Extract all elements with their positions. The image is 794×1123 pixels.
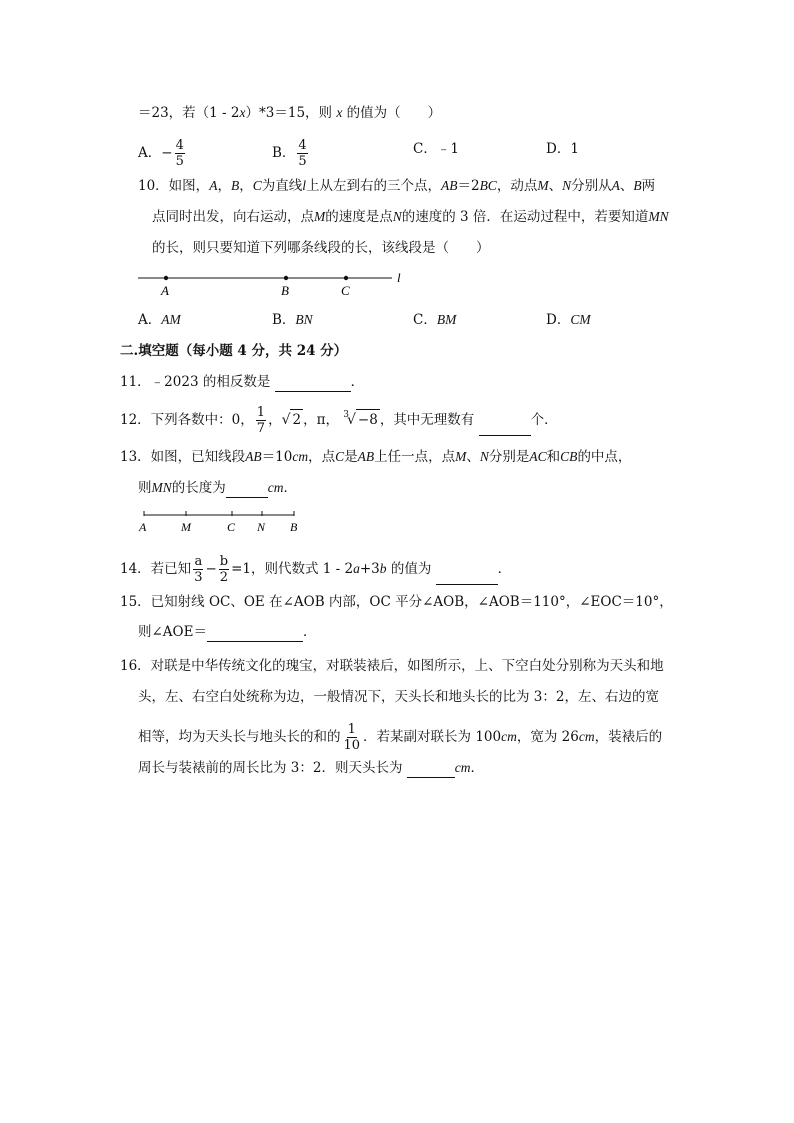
q9-var-x: x <box>239 105 246 120</box>
q16-line-2: 头，左、右空白处统称为边，一般情况下，天头长和地头长的比为 3：2，左、右边的宽 <box>138 689 659 705</box>
q16-text: 相等，均为天头长与地头长的和的 <box>138 729 341 745</box>
unit-cm: cm <box>267 480 284 495</box>
option-value: CM <box>570 312 591 327</box>
q12-text-pre: 12．下列各数中：0， <box>120 412 254 428</box>
math-variable: M <box>314 209 326 224</box>
option-label: D． <box>546 312 571 328</box>
pi: π， <box>316 412 339 428</box>
text-fragment: ，动点 <box>496 178 538 194</box>
q10-option-d[interactable] <box>546 310 591 330</box>
q12-text-post: ，其中无理数有 <box>379 412 475 428</box>
text-fragment: 分别从 <box>571 178 612 194</box>
minus-sign: − <box>205 561 217 577</box>
math-variable: cm <box>292 449 309 464</box>
var-b: b <box>379 561 387 576</box>
sqrt-arg: 2 <box>290 409 303 430</box>
option-value: BN <box>295 312 313 327</box>
label-c: C <box>227 520 236 534</box>
option-value: BM <box>436 312 457 327</box>
option-label: C． <box>413 312 437 328</box>
point-b <box>284 276 288 280</box>
text-fragment: ， <box>239 178 253 194</box>
numerator: 1 <box>256 405 266 420</box>
text-fragment: ＝2 <box>457 178 480 194</box>
q10-line-3: 的长，则只要知道下列哪条线段的长，该线段是（ ） <box>152 240 490 256</box>
q14-answer-blank[interactable] <box>436 569 498 585</box>
q13-text: 的长度为 <box>171 480 226 496</box>
math-variable: C <box>335 449 345 464</box>
q9-option-b[interactable] <box>272 138 310 169</box>
q16-text: ．若某副对联长为 100 <box>363 729 502 745</box>
q14 <box>120 554 511 585</box>
q16-end: ． <box>470 760 485 776</box>
numerator: b <box>219 554 229 569</box>
q11-end: ． <box>350 374 365 390</box>
numerator: 4 <box>175 138 184 153</box>
math-variable: A <box>611 178 620 193</box>
q15-line-1: 15．已知射线 OC、OE 在∠AOB 内部，OC 平分∠AOB，∠AOB＝110°，∠EOC＝10°， <box>120 594 673 610</box>
q10-option-a[interactable] <box>138 310 181 330</box>
q10-line-2 <box>152 207 669 227</box>
label-m: M <box>181 520 191 534</box>
fraction-1-10 <box>343 722 362 753</box>
numerator: a <box>194 554 203 569</box>
q16-text: ，宽为 26 <box>516 729 579 745</box>
q13-line-1 <box>120 447 631 467</box>
math-variable: CB <box>560 449 578 464</box>
label-c: C <box>341 283 350 298</box>
q16-answer-blank[interactable] <box>407 762 455 778</box>
q16-line-4 <box>138 758 484 778</box>
var-mn: MN <box>151 480 172 495</box>
text-fragment: 、 <box>466 449 480 465</box>
q9-option-d[interactable]: D．1 <box>546 141 579 157</box>
q12-answer-blank[interactable] <box>479 420 531 436</box>
q12: 12．下列各数中：0， $\frac{1}{7}$ ，√ 2 ，π， $^3$√ −8 ，其中无理数有 个． <box>120 405 558 436</box>
text-fragment: 为直线 <box>261 178 303 194</box>
q9-text-post: 的值为（ ） <box>346 105 442 121</box>
option-label: B． <box>272 145 296 161</box>
text-fragment: 点同时出发，向右运动，点 <box>152 209 314 225</box>
option-label: B． <box>272 312 296 328</box>
option-value: AM <box>161 312 181 327</box>
q14-text: +3 <box>359 561 380 577</box>
q14-text: =1，则代数式 1 - 2 <box>231 561 354 577</box>
q10-option-c[interactable] <box>413 310 456 330</box>
math-variable: C <box>252 178 262 193</box>
math-variable: AC <box>529 449 547 464</box>
q10-line-1 <box>138 176 655 196</box>
text-fragment: 的中点， <box>577 449 632 465</box>
q9-option-c[interactable]: C．﹣1 <box>413 141 459 157</box>
q10-option-b[interactable] <box>272 310 313 330</box>
denominator: 3 <box>194 570 203 585</box>
q11 <box>120 372 364 392</box>
q15-answer-blank[interactable] <box>207 626 303 642</box>
fraction <box>297 138 307 169</box>
point-a <box>164 276 168 280</box>
cbrt-arg: −8 <box>356 409 380 430</box>
math-variable: B <box>633 178 642 193</box>
fraction-b-2 <box>219 554 229 585</box>
q12-end: 个． <box>530 412 558 428</box>
point-c <box>344 276 348 280</box>
text-fragment: 13．如图，已知线段 <box>120 449 246 465</box>
text-fragment: ，点 <box>308 449 336 465</box>
text-fragment: 是 <box>344 449 358 465</box>
sqrt-symbol: √ <box>281 412 291 428</box>
label-b: B <box>281 283 289 298</box>
numerator: 4 <box>298 138 307 153</box>
math-variable: N <box>562 178 572 193</box>
fraction <box>175 138 185 169</box>
text-fragment: ＝10 <box>261 449 293 465</box>
sqrt-symbol: √ <box>346 412 356 428</box>
q13-end: ． <box>283 480 297 496</box>
q13-figure <box>138 508 318 538</box>
text-fragment: ， <box>217 178 231 194</box>
math-variable: AB <box>440 178 458 193</box>
q10-figure <box>138 268 418 300</box>
text-fragment: 上任一点，点 <box>374 449 456 465</box>
q14-text: 的值为 <box>390 561 432 577</box>
math-variable: N <box>479 449 489 464</box>
denominator: 5 <box>175 154 184 169</box>
math-variable: M <box>455 449 467 464</box>
var-a: a <box>353 561 360 576</box>
q9-text-mid: ）*3＝15，则 <box>245 105 333 121</box>
denominator: 7 <box>256 421 266 436</box>
label-l: l <box>397 270 401 285</box>
label-a: A <box>161 283 169 298</box>
text-fragment: 上从左到右的三个点， <box>305 178 441 194</box>
math-variable: B <box>230 178 240 193</box>
cbrt-index: 3 <box>343 410 349 420</box>
q15-line-2 <box>138 622 316 642</box>
q11-text: 11．﹣2023 的相反数是 <box>120 374 271 390</box>
text-fragment: 10．如图， <box>138 178 210 194</box>
math-variable: N <box>392 209 402 224</box>
math-variable: A <box>209 178 218 193</box>
label-b: B <box>290 520 298 534</box>
math-variable: AB <box>357 449 375 464</box>
q9-var-x2: x <box>336 105 343 120</box>
q16-line-1: 16．对联是中华传统文化的瑰宝，对联装裱后，如图所示，上、下空白处分别称为天头和地 <box>120 658 664 674</box>
math-variable: M <box>537 178 549 193</box>
denominator: 5 <box>298 154 307 169</box>
fraction-a-3 <box>193 554 203 585</box>
unit-cm: cm <box>501 729 517 744</box>
q16-line-3 <box>138 722 662 753</box>
math-variable: BC <box>479 178 497 193</box>
q13-text: 则 <box>138 480 152 496</box>
text-fragment: 、 <box>619 178 634 194</box>
text-fragment: 两 <box>641 178 656 194</box>
text-fragment: 分别是 <box>488 449 530 465</box>
unit-cm: cm <box>578 729 595 744</box>
math-variable: l <box>302 178 306 193</box>
q11-answer-blank[interactable] <box>275 376 351 392</box>
option-label: A． <box>138 145 162 161</box>
q14-end: ． <box>497 561 512 577</box>
math-variable: AB <box>245 449 262 464</box>
unit-cm: cm <box>454 760 471 775</box>
fraction <box>256 405 266 436</box>
minus-sign: − <box>161 145 173 161</box>
q16-text: 周长与装裱前的周长比为 3：2．则天头长为 <box>138 760 403 776</box>
text-fragment: 的速度是点 <box>325 209 393 225</box>
denominator: 10 <box>343 738 361 753</box>
q14-text: 14．若已知 <box>120 561 192 577</box>
label-a: A <box>139 520 147 534</box>
label-n: N <box>257 520 266 534</box>
q13-answer-blank[interactable] <box>226 482 268 498</box>
q9-text-pre: ＝23，若（1 - 2 <box>138 105 240 121</box>
q15-end: ． <box>302 624 317 640</box>
text-fragment: 的速度的 3 倍．在运动过程中，若要知道 <box>401 209 649 225</box>
math-variable: MN <box>648 209 669 224</box>
q15-text: 则∠AOE＝ <box>138 624 207 640</box>
text-fragment: 、 <box>548 178 563 194</box>
q13-line-2 <box>138 478 297 498</box>
numerator: 1 <box>347 722 356 737</box>
q16-text: ，装裱后的 <box>594 729 663 745</box>
option-label: A． <box>138 312 162 328</box>
text-fragment: 和 <box>546 449 561 465</box>
q9-stem-tail <box>138 103 441 123</box>
q9-option-a[interactable] <box>138 138 187 169</box>
section-title: 二.填空题（每小题 4 分，共 24 分） <box>120 343 348 359</box>
denominator: 2 <box>219 570 229 585</box>
